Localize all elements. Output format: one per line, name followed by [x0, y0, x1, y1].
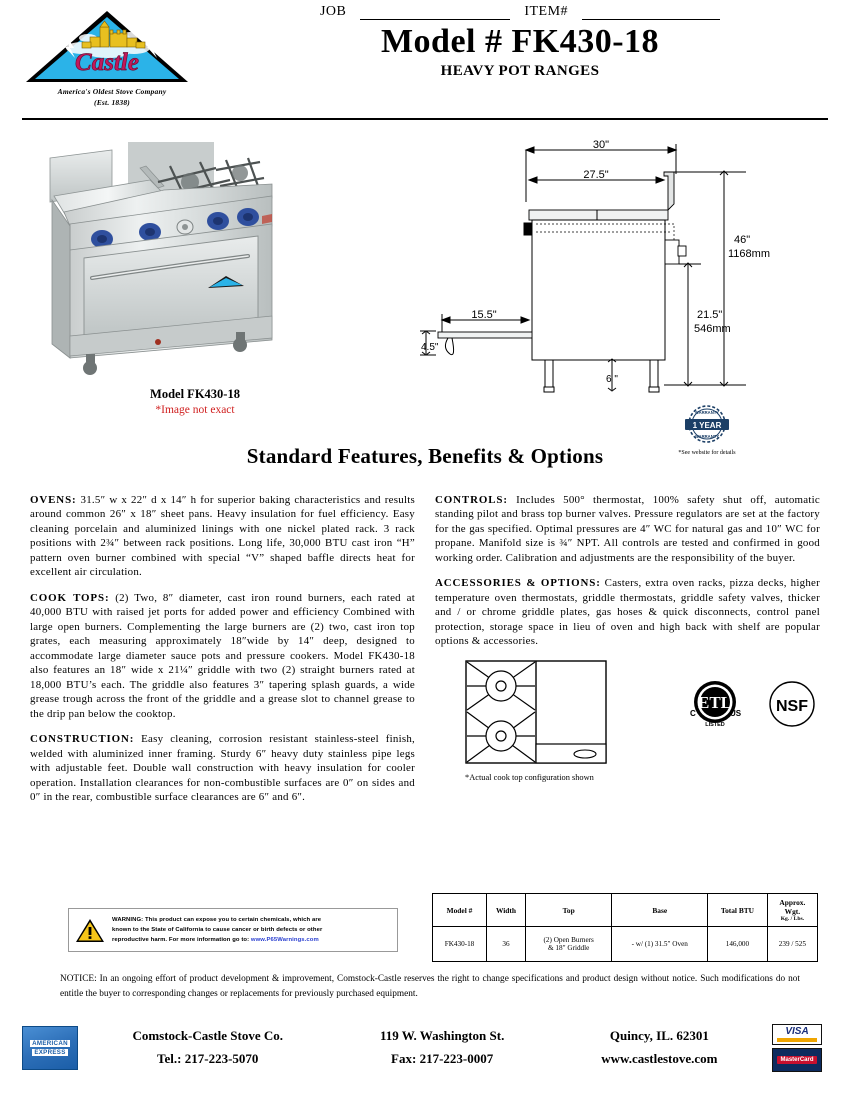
visa-label: VISA — [785, 1026, 809, 1037]
feature-controls — [435, 493, 820, 566]
prop65-warning-box — [68, 908, 398, 952]
job-label: JOB — [319, 4, 347, 19]
th-approx-line3: Kg. / Lbs. — [780, 916, 805, 922]
job-input-line[interactable] — [360, 19, 510, 20]
th-approx-weight — [767, 894, 817, 927]
feature-controls-heading: CONTROLS: — [435, 493, 508, 506]
footer-company: Comstock-Castle Stove Co. — [132, 1028, 284, 1044]
footer-contact-info — [84, 1025, 766, 1071]
svg-text:C: C — [690, 708, 696, 718]
td-width: 36 — [486, 927, 525, 962]
warranty-seal-icon — [679, 404, 735, 444]
warning-text — [112, 915, 322, 945]
card-logos-block — [766, 1024, 828, 1072]
td-top — [526, 927, 612, 962]
range-photo-illustration — [40, 140, 340, 385]
dimension-drawing — [416, 132, 836, 400]
feature-ovens-body: 31.5″ w x 22″ d x 14″ h for superior baking characteristics and results around common 26″ x 18″ sheet pans. Heavy insulation for fuel efficiency. Easy cleaning porcelain and aluminized linings with one nickel plated rack. 3 rack positions with 2¾″ between rack positions. Long life, 30,000 BTU cast iron “H” pattern oven burner combined with special “V” shaped baffle directs heat for excellent air circulation. — [30, 493, 415, 579]
feature-accessories — [435, 576, 820, 649]
page-header — [22, 0, 828, 112]
nsf-icon — [767, 679, 817, 729]
amex-line1: AMERICAN — [32, 1040, 68, 1047]
th-total-btu: Total BTU — [708, 894, 768, 927]
amex-icon — [22, 1026, 78, 1070]
logo-tagline — [22, 87, 202, 109]
p65-warnings-link[interactable]: www.P65Warnings.com — [250, 937, 319, 944]
warning-triangle-icon — [75, 917, 105, 944]
dim-30-label: 30" — [592, 139, 610, 151]
footer-address-block — [380, 1025, 504, 1071]
warning-line3: reproductive harm. For more information go to: — [112, 937, 250, 944]
photo-disclaimer: *Image not exact — [155, 404, 235, 416]
dim-27-5-label: 27.5" — [583, 169, 609, 181]
feature-cooktops-heading: COOK TOPS: — [30, 591, 110, 604]
item-input-line[interactable] — [582, 19, 720, 20]
footer-fax: Fax: 217-223-0007 — [391, 1051, 494, 1066]
feature-accessories-heading: ACCESSORIES & OPTIONS: — [435, 577, 601, 590]
td-top-line2: & 18″ Griddle — [548, 944, 590, 952]
feature-ovens-heading: OVENS: — [30, 493, 77, 506]
svg-text:Castle: Castle — [75, 49, 139, 76]
header-right — [202, 0, 828, 80]
th-approx-line2: Wgt. — [784, 907, 801, 916]
feature-controls-body: Includes 500° thermostat, 100% safety shut off, automatic standing pilot and brass top burner valves. Pressure regulators are set at the factory for the gas specified. Optimal pressures are 4″ WC for natural gas and 10″ WC for propane. Manifold size is ¾″ NPT. All controls are tested and confirmed in good working order. Calibration and adjustments are the responsibility of the buyer. — [435, 493, 820, 564]
td-weight: 239 / 525 — [767, 927, 817, 962]
page-footer — [22, 1024, 828, 1072]
footer-city-web-block — [601, 1025, 717, 1071]
cooktop-and-certs-row — [435, 660, 820, 782]
table-row — [433, 927, 818, 962]
svg-text:WARRANTY: WARRANTY — [694, 434, 720, 439]
td-base: - w/ (1) 31.5″ Oven — [612, 927, 708, 962]
warning-line1: This product can expose you to certain chemicals, which are — [144, 916, 322, 923]
features-right-column — [435, 482, 820, 816]
warranty-note: *See website for details — [678, 450, 736, 456]
visa-icon — [772, 1024, 822, 1045]
feature-construction-heading: CONSTRUCTION: — [30, 733, 135, 746]
dim-15-5-label: 15.5" — [471, 309, 497, 321]
th-width: Width — [486, 894, 525, 927]
td-top-line1: (2) Open Burners — [543, 936, 594, 944]
footer-tel: Tel.: 217-223-5070 — [157, 1051, 259, 1066]
warning-title: WARNING: — [112, 916, 144, 923]
warranty-badge-block — [642, 404, 772, 456]
photo-caption: Model FK430-18 — [150, 387, 240, 401]
page-title: Model # FK430-18 — [380, 23, 660, 60]
dim-46-mm-label: 1168mm — [728, 248, 770, 260]
footer-website[interactable]: www.castlestove.com — [601, 1051, 718, 1066]
amex-logo-block — [22, 1026, 84, 1070]
feature-construction — [30, 732, 415, 805]
th-base: Base — [612, 894, 708, 927]
mastercard-label: MasterCard — [777, 1056, 816, 1064]
dim-21-5-mm-label: 546mm — [694, 323, 731, 335]
svg-text:NSF: NSF — [776, 697, 808, 715]
dim-4-5-label: 4.5" — [421, 342, 439, 353]
dim-6-label: 6 " — [606, 374, 618, 385]
features-left-column — [30, 482, 415, 816]
dim-21-5-in-label: 21.5" — [697, 309, 723, 321]
svg-text:LISTED: LISTED — [705, 721, 725, 728]
svg-text:WARRANTY: WARRANTY — [694, 410, 720, 415]
footer-street: 119 W. Washington St. — [379, 1028, 505, 1044]
notice-text: NOTICE: In an ongoing effort of product development & improvement, Comstock-Castle reserves the right to change specifications and product design without notice. Such modifications do not entitle the buyer to corresponding changes or replacements for previously purchased equipment. — [60, 974, 800, 999]
cooktop-note: *Actual cook top configuration shown — [465, 772, 594, 782]
certification-logos — [685, 678, 817, 730]
etl-listed-icon — [685, 678, 745, 730]
brand-logo-block — [22, 0, 202, 109]
feature-cooktops — [30, 591, 415, 722]
svg-text:1 YEAR: 1 YEAR — [692, 420, 722, 430]
table-header-row — [433, 894, 818, 927]
feature-accessories-body: Casters, extra oven racks, pizza decks, higher temperature oven thermostats, griddle thermostats, griddle safety valves, thicker and / or chrome griddle plates, gas hoses & quick disconnects, control panel protection, storage space in lieu of oven and high back with shelf are popular options & accessories. — [435, 577, 820, 648]
castle-logo-icon — [22, 8, 192, 86]
feature-cooktops-body: (2) Two, 8″ diameter, cast iron round burners, each rated at 40,000 BTU with raised jet ports for added power and efficiency Combined with large open burners. Complementing the large burners are (2) two, cast iron top grates, each measuring approximately 18″wide by 14″ deep, designed to accommodate large diameter sauce pots and pressure cookers. Model FK430-18 also features an 18″ wide x 21¼″ griddle with two (2) straight burners rated at 18,000 BTU’s each. The griddle also features 3″ tapering splash guards, a wide grease trough across the front of the griddle and a grease slot to channel grease to the drip pan below the cooktop. — [30, 591, 415, 720]
th-approx-line1: Approx. — [779, 898, 806, 907]
visa-bar — [777, 1038, 817, 1042]
page-subtitle: HEAVY POT RANGES — [440, 62, 600, 79]
svg-text:ETL: ETL — [697, 692, 733, 712]
cooktop-configuration-block — [465, 660, 607, 782]
product-photo-column — [22, 132, 422, 442]
cooktop-layout-icon — [465, 660, 607, 764]
dimension-diagram-column — [421, 132, 828, 456]
feature-ovens — [30, 493, 415, 580]
svg-text:US: US — [730, 708, 742, 718]
features-section-title: Standard Features, Benefits & Options — [246, 444, 604, 468]
job-item-line — [212, 4, 828, 20]
header-divider — [22, 118, 828, 120]
item-label: ITEM# — [524, 4, 569, 19]
dim-46-in-label: 46" — [734, 234, 751, 246]
amex-line2: EXPRESS — [34, 1049, 66, 1056]
footer-company-block — [132, 1025, 283, 1071]
th-top: Top — [526, 894, 612, 927]
specification-table — [432, 893, 818, 962]
castle-triangle-logo — [22, 8, 192, 86]
logo-tagline-line2: (Est. 1838) — [94, 97, 130, 107]
product-photo — [40, 140, 340, 385]
td-total-btu: 146,000 — [708, 927, 768, 962]
feature-construction-body: Easy cleaning, corrosion resistant stainless-steel finish, welded with aluminized inner framing. Sturdy 6″ heavy duty stainless pipe legs with adjustable feet. Double wall construction with heavy insulation for cooler operation. Installation clearances for non-combustible surfaces are 0″ on sides and 0″ in the rear, combustible surface clearances are 6″ and 6″. — [30, 733, 415, 804]
warning-line2: known to the State of California to cause cancer or birth defects or other — [112, 926, 323, 933]
td-model: FK430-18 — [433, 927, 487, 962]
logo-tagline-line1: America's Oldest Stove Company — [57, 87, 167, 96]
features-columns — [22, 482, 828, 816]
mastercard-icon — [772, 1048, 822, 1072]
th-model: Model # — [433, 894, 487, 927]
footer-city: Quincy, IL. 62301 — [609, 1028, 709, 1044]
